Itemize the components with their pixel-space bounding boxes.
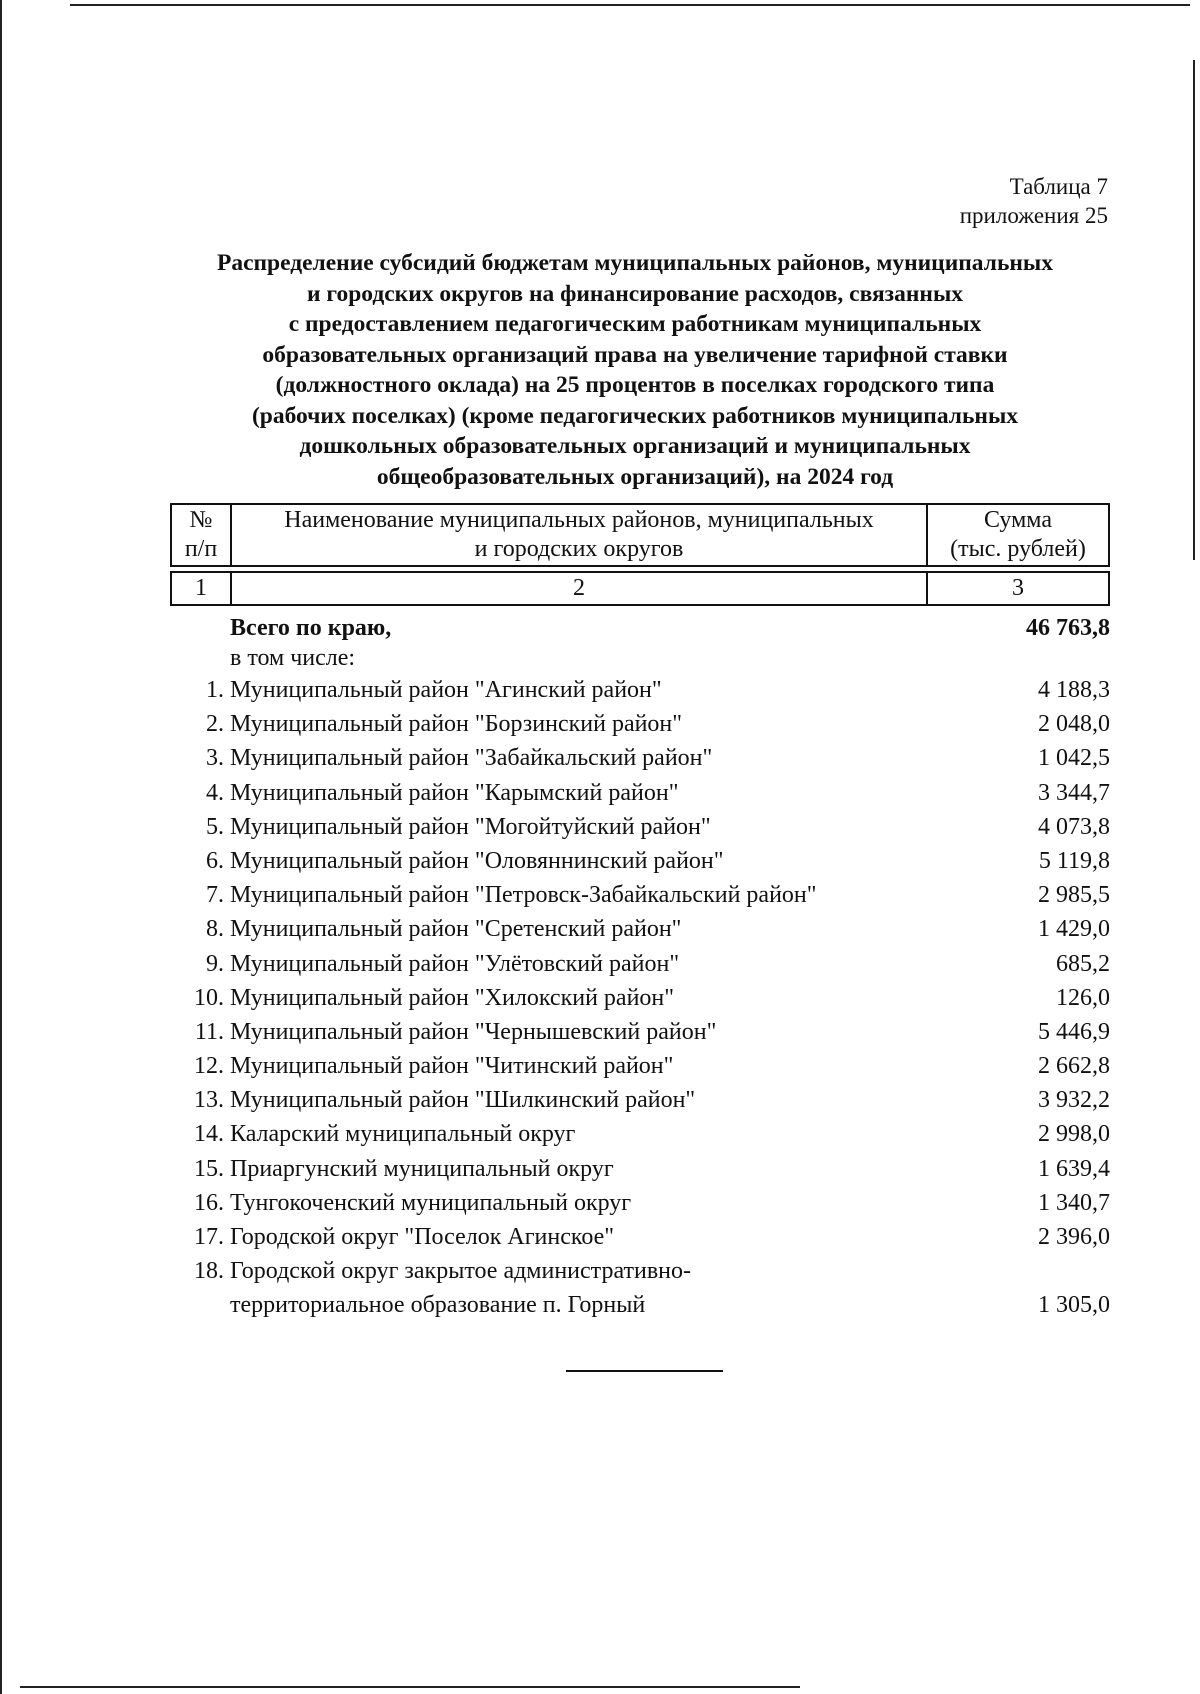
row-value: 126,0 xyxy=(1056,984,1110,1011)
header-num-line1: № xyxy=(189,507,213,533)
row-name: Муниципальный район "Читинский район" xyxy=(230,1053,674,1080)
subtitle-label: в том числе: xyxy=(230,645,356,671)
title-line: с предоставлением педагогическим работникам муниципальных xyxy=(288,311,982,337)
header-name-line2: и городских округов xyxy=(474,536,684,562)
row-value: 1 305,0 xyxy=(1038,1292,1110,1319)
row-number: 12. xyxy=(194,1053,224,1080)
row-name: Муниципальный район "Забайкальский район" xyxy=(230,745,713,772)
table-row xyxy=(170,1049,1110,1083)
column-number-row xyxy=(171,572,1109,605)
table-row xyxy=(170,1015,1110,1049)
table-row xyxy=(170,1117,1110,1151)
table-row xyxy=(170,844,1110,878)
end-divider xyxy=(566,1370,723,1372)
row-name: Муниципальный район "Хилокский район" xyxy=(230,984,675,1011)
scan-border-top xyxy=(70,4,1190,6)
row-value: 2 985,5 xyxy=(1038,882,1110,909)
header-sum-line2: (тыс. рублей) xyxy=(950,536,1086,562)
row-value: 3 932,2 xyxy=(1038,1087,1110,1114)
table-row xyxy=(170,673,1110,707)
table-row xyxy=(170,776,1110,810)
row-number: 11. xyxy=(194,1018,224,1045)
table-row xyxy=(170,1186,1110,1220)
header-row xyxy=(171,504,1109,566)
row-name: Муниципальный район "Оловяннинский район" xyxy=(230,847,724,874)
row-name-line2: территориальное образование п. Горный xyxy=(230,1292,646,1319)
table-row xyxy=(170,981,1110,1015)
row-number: 14. xyxy=(194,1121,224,1148)
row-value: 1 429,0 xyxy=(1038,916,1110,943)
row-number: 7. xyxy=(206,882,224,909)
table-row xyxy=(170,1083,1110,1117)
row-number: 13. xyxy=(194,1087,224,1114)
row-name: Городской округ "Поселок Агинское" xyxy=(230,1224,615,1250)
header-sum-line1: Сумма xyxy=(984,507,1052,533)
row-value: 5 446,9 xyxy=(1038,1018,1110,1045)
row-name xyxy=(230,1254,691,1322)
title-line: Распределение субсидий бюджетам муниципальных районов, муниципальных xyxy=(216,250,1054,276)
row-name: Муниципальный район "Шилкинский район" xyxy=(230,1087,696,1114)
subtitle-row xyxy=(170,643,1110,673)
table-row xyxy=(170,878,1110,912)
row-number: 1. xyxy=(206,677,224,703)
row-name: Муниципальный район "Чернышевский район" xyxy=(230,1018,717,1045)
row-value: 4 073,8 xyxy=(1038,813,1110,840)
row-value: 1 042,5 xyxy=(1038,745,1110,772)
row-name-line1: Городской округ закрытое административно- xyxy=(230,1258,691,1285)
row-value: 4 188,3 xyxy=(1038,677,1110,703)
title-line: и городских округов на финансирование расходов, связанных xyxy=(306,280,964,307)
row-number: 17. xyxy=(194,1224,224,1250)
title-line: общеобразовательных организаций), на 2024 год xyxy=(376,463,894,490)
total-label: Всего по краю, xyxy=(230,615,392,641)
row-number: 3. xyxy=(206,745,224,772)
row-name: Муниципальный район "Петровск-Забайкальский район" xyxy=(230,882,817,909)
title-line: дошкольных образовательных организаций и муниципальных xyxy=(299,433,971,459)
row-value: 2 662,8 xyxy=(1038,1053,1110,1080)
title-line: (рабочих поселках) (кроме педагогических работников муниципальных xyxy=(251,402,1019,429)
header-num-line2: п/п xyxy=(184,536,218,562)
table-body xyxy=(170,611,1110,1322)
title-line: (должностного оклада) на 25 процентов в поселках городского типа xyxy=(275,372,995,398)
row-number: 5. xyxy=(206,813,224,840)
table-row xyxy=(170,741,1110,775)
table-row-multiline xyxy=(170,1254,1110,1322)
row-number: 2. xyxy=(206,711,224,738)
row-number: 18. xyxy=(194,1258,224,1285)
scan-border-bottom xyxy=(20,1686,800,1688)
row-value: 1 639,4 xyxy=(1038,1155,1110,1182)
table-row xyxy=(170,912,1110,946)
appendix-number: приложения 25 xyxy=(959,203,1108,228)
table-row xyxy=(170,707,1110,741)
table-row xyxy=(170,1220,1110,1254)
row-value: 5 119,8 xyxy=(1038,847,1110,874)
header-sum-cell xyxy=(927,504,1109,566)
row-name: Муниципальный район "Карымский район" xyxy=(230,779,679,806)
column-number-3: 3 xyxy=(927,572,1109,605)
row-value: 685,2 xyxy=(1056,950,1110,977)
row-value: 2 048,0 xyxy=(1038,711,1110,738)
total-value: 46 763,8 xyxy=(1026,615,1110,641)
table-number: Таблица 7 xyxy=(1009,174,1108,199)
table-row xyxy=(170,947,1110,981)
title-line: образовательных организаций права на увеличение тарифной ставки xyxy=(262,341,1008,368)
row-number: 10. xyxy=(194,984,224,1011)
row-number: 15. xyxy=(194,1155,224,1182)
row-value: 2 998,0 xyxy=(1038,1121,1110,1148)
row-number: 8. xyxy=(206,916,224,943)
document-title xyxy=(150,248,1120,492)
row-number: 4. xyxy=(206,779,224,806)
row-name: Тунгокоченский муниципальный округ xyxy=(230,1189,632,1216)
column-number-2: 2 xyxy=(231,572,927,605)
row-value: 1 340,7 xyxy=(1038,1189,1110,1216)
row-number: 6. xyxy=(206,847,224,874)
row-name: Муниципальный район "Борзинский район" xyxy=(230,711,683,738)
row-number: 9. xyxy=(206,950,224,977)
row-name: Муниципальный район "Улётовский район" xyxy=(230,950,680,977)
row-value: 3 344,7 xyxy=(1038,779,1110,806)
table-reference xyxy=(960,172,1108,230)
header-name-line1: Наименование муниципальных районов, муниципальных xyxy=(284,507,874,533)
header-name-cell xyxy=(231,504,927,566)
row-number: 16. xyxy=(194,1189,224,1216)
row-name: Муниципальный район "Сретенский район" xyxy=(230,916,682,943)
table-row xyxy=(170,1152,1110,1186)
header-num-cell xyxy=(171,504,231,566)
table-row xyxy=(170,810,1110,844)
row-name: Каларский муниципальный округ xyxy=(230,1121,576,1148)
scan-border-left xyxy=(0,0,2,1694)
scan-border-right xyxy=(1193,60,1195,560)
row-name: Муниципальный район "Агинский район" xyxy=(230,677,662,703)
row-name: Муниципальный район "Могойтуйский район" xyxy=(230,813,711,840)
total-row xyxy=(170,611,1110,643)
table-header xyxy=(170,503,1110,606)
row-value: 2 396,0 xyxy=(1038,1224,1110,1250)
row-name: Приаргунский муниципальный округ xyxy=(230,1155,614,1182)
column-number-1: 1 xyxy=(171,572,231,605)
